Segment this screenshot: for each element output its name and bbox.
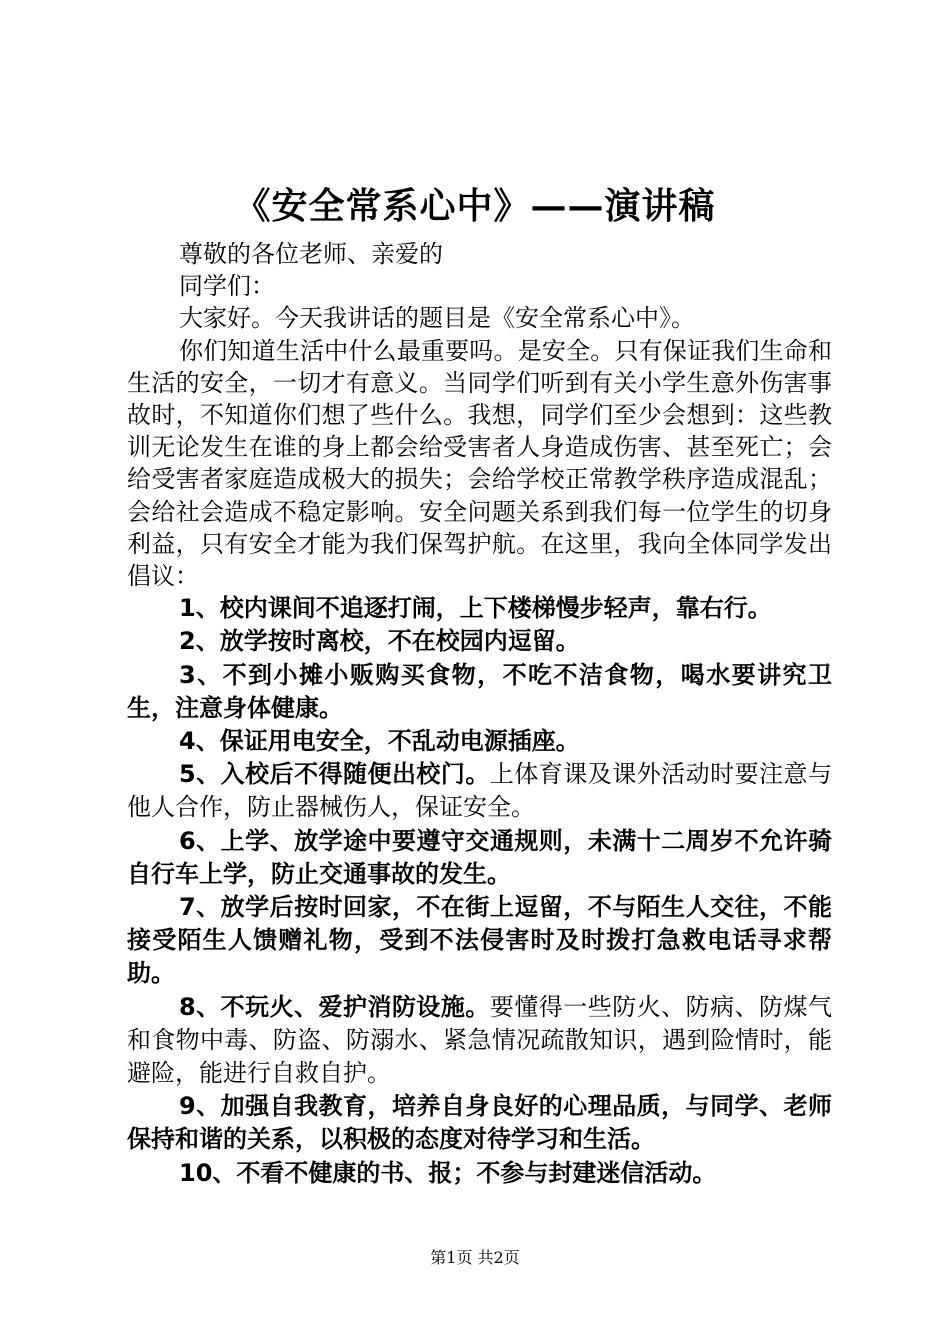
list-item-4 [127, 725, 832, 758]
greeting-line-2: 同学们： [179, 272, 275, 301]
list-item-4-text: 4、保证用电安全，不乱动电源插座。 [179, 727, 580, 756]
list-item-8-text: 8、不玩火、爱护消防设施。 [179, 992, 490, 1021]
list-item-8-rest: 要懂得一些防火、防病、防煤气和食物中毒、防盗、防溺水、紧急情况疏散知识，遇到险情时，能避险，能进行自救自护。 [127, 992, 833, 1088]
list-item-10 [127, 1157, 832, 1190]
list-item-9 [127, 1090, 832, 1156]
list-item-5-rest: 上体育课及课外活动时要注意与他人合作，防止器械伤人，保证安全。 [127, 760, 833, 822]
main-paragraph: 你们知道生活中什么最重要吗。是安全。只有保证我们生命和生活的安全，一切才有意义。当同学们听到有关小学生意外伤害事故时，不知道你们想了些什么。我想，同学们至少会想到：这些教训无论发生在谁的身上都会给受害者人身造成伤害、甚至死亡；会给受害者家庭造成极大的损失；会给学校正常教学秩序造成混乱；会给社会造成不稳定影响。安全问题关系到我们每一位学生的切身利益，只有安全才能为我们保驾护航。在这里，我向全体同学发出倡议： [127, 336, 832, 591]
list-item-2-text: 2、放学按时离校，不在校园内逗留。 [179, 627, 580, 656]
list-item-6 [127, 825, 832, 891]
document-title: 《安全常系心中》——演讲稿 [234, 185, 716, 227]
list-item-5-text: 5、入校后不得随便出校门。 [179, 760, 490, 789]
greeting-line-1: 尊敬的各位老师、亲爱的 [179, 240, 443, 268]
intro-paragraph: 大家好。今天我讲话的题目是《安全常系心中》。 [179, 304, 695, 333]
list-item-5 [127, 758, 832, 824]
list-item-1 [127, 592, 832, 625]
list-item-8 [127, 991, 832, 1091]
list-item-3-text: 3、不到小摊小贩购买食物，不吃不洁食物，喝水要讲究卫生，注意身体健康。 [127, 660, 832, 722]
list-item-6-text: 6、上学、放学途中要遵守交通规则，未满十二周岁不允许骑自行车上学，防止交通事故的发生。 [127, 826, 832, 888]
list-item-10-text: 10、不看不健康的书、报；不参与封建迷信活动。 [179, 1158, 717, 1187]
list-item-9-text: 9、加强自我教育，培养自身良好的心理品质，与同学、老师保持和谐的关系，以积极的态度对待学习和生活。 [127, 1092, 832, 1154]
document-body [127, 238, 832, 1190]
page-number-footer: 第1页 共2页 [430, 1248, 520, 1267]
list-item-1-text: 1、校内课间不追逐打闹，上下楼梯慢步轻声，靠右行。 [179, 594, 772, 623]
list-item-7 [127, 891, 832, 991]
list-item-3 [127, 659, 832, 725]
list-item-7-text: 7、放学后按时回家，不在街上逗留，不与陌生人交往，不能接受陌生人馈赠礼物，受到不法侵害时及时拨打急救电话寻求帮助。 [127, 893, 832, 988]
list-item-2 [127, 625, 832, 658]
